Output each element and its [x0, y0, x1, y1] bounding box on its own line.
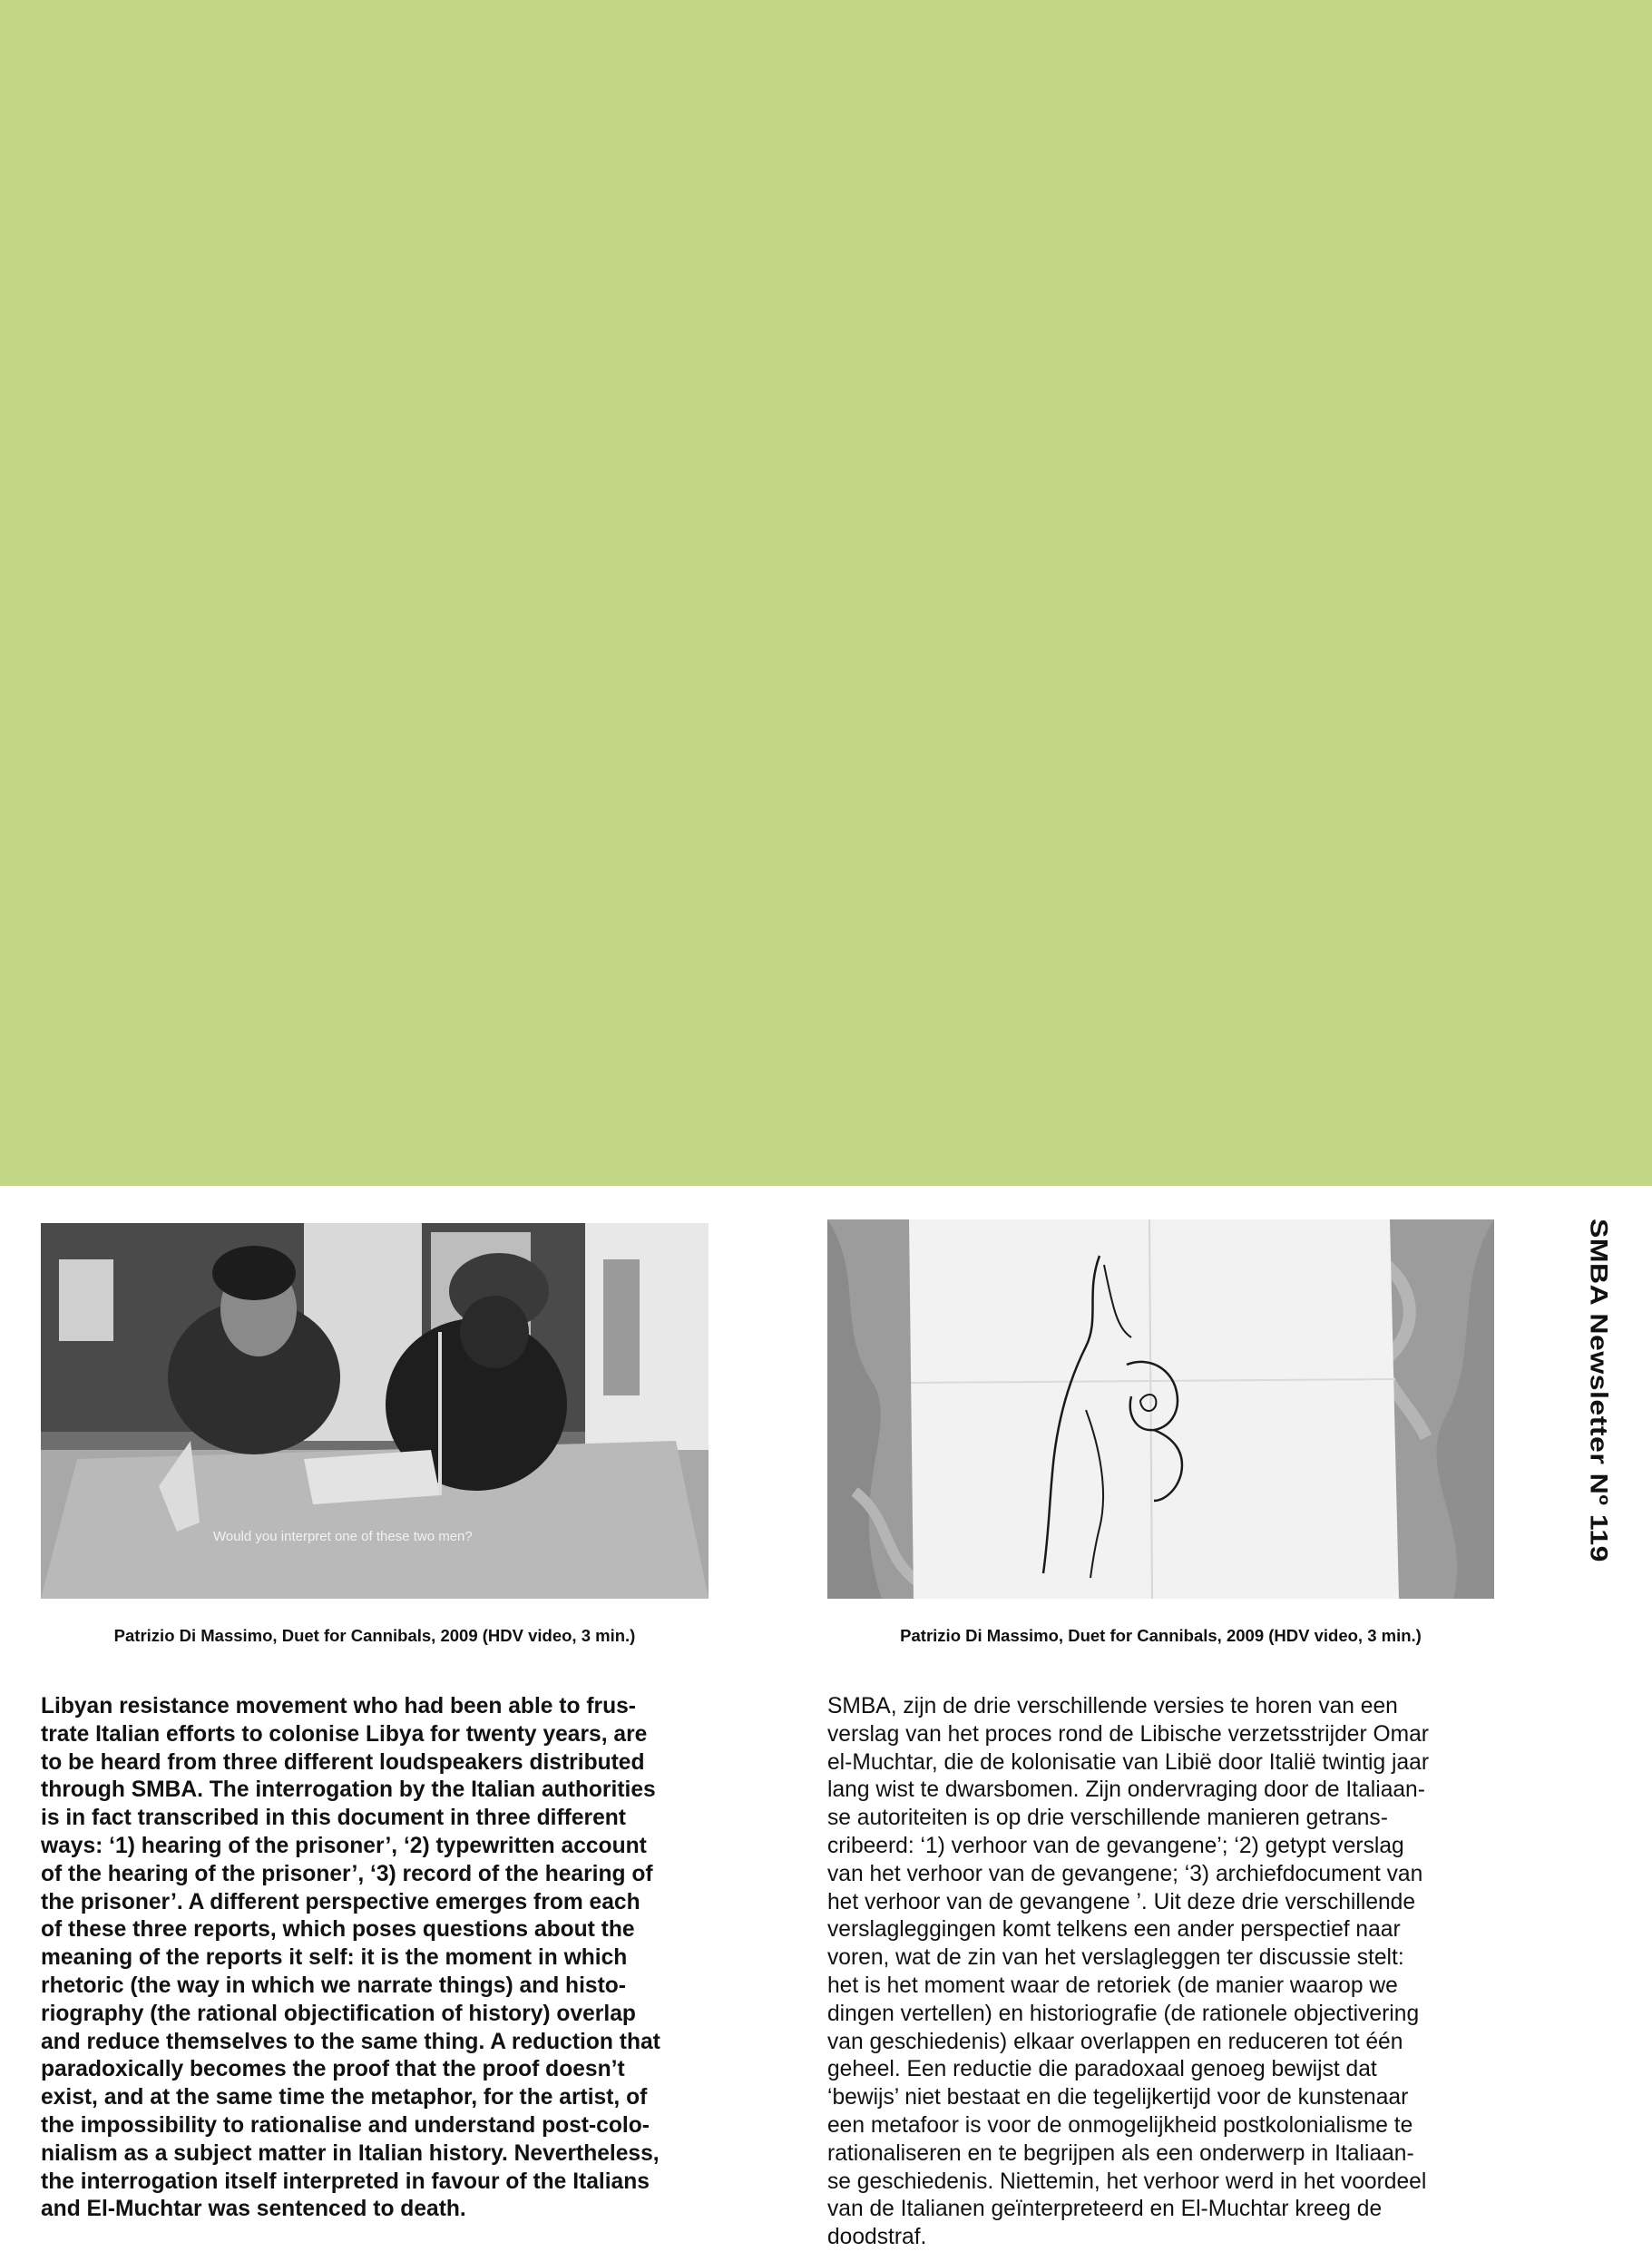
text-line: van de Italianen geïnterpreteerd en El-Muchtar kreeg de [827, 2197, 1383, 2222]
text-line: riography (the rational objectification of history) overlap [41, 2001, 636, 2026]
text-line: el-Muchtar, die de kolonisatie van Libië door Italië twintig jaar [827, 1749, 1430, 1775]
video-still-photo [41, 1223, 709, 1599]
newsletter-title-text: SMBA Newsletter Nº 119 [1585, 1219, 1613, 1562]
text-line: het is het moment waar de retoriek (de manier waarop we [827, 1973, 1398, 1998]
text-line: the interrogation itself interpreted in favour of the Italians [41, 2169, 650, 2194]
text-line: verslagleggingen komt telkens een ander perspectief naar [827, 1917, 1401, 1943]
newsletter-title [1583, 1219, 1614, 1563]
text-line: meaning of the reports it self: it is the moment in which [41, 1945, 628, 1971]
text-line: the prisoner’. A different perspective emerges from each [41, 1889, 640, 1914]
text-line: rhetoric (the way in which we narrate things) and histo- [41, 1973, 626, 1998]
line-drawing-image [827, 1219, 1494, 1599]
text-line: dingen vertellen) en historiografie (de rationele objectivering [827, 2001, 1420, 2026]
text-line: lang wist te dwarsbomen. Zijn ondervraging door de Italiaan- [827, 1777, 1425, 1803]
text-line: het verhoor van de gevangene ’. Uit deze drie verschillende [827, 1889, 1416, 1914]
text-line: se geschiedenis. Niettemin, het verhoor werd in het voordeel [827, 2169, 1427, 2194]
text-line: the impossibility to rationalise and understand post-colo- [41, 2112, 650, 2138]
text-line: een metafoor is voor de onmogelijkheid postkolonialisme te [827, 2112, 1413, 2138]
drawing-photo [827, 1219, 1494, 1599]
text-line: se autoriteiten is op drie verschillende manieren getrans- [827, 1806, 1388, 1831]
text-line: nialism as a subject matter in Italian history. Nevertheless, [41, 2140, 660, 2166]
text-line: of the hearing of the prisoner’, ‘3) record of the hearing of [41, 1861, 653, 1886]
text-line: voren, wat de zin van het verslagleggen ter discussie stelt: [827, 1945, 1404, 1971]
text-line: exist, and at the same time the metaphor, for the artist, of [41, 2085, 648, 2110]
text-line: Libyan resistance movement who had been able to frus- [41, 1694, 636, 1718]
text-line: SMBA, zijn de drie verschillende versies te horen van een [827, 1694, 1398, 1718]
text-line: ways: ‘1) hearing of the prisoner’, ‘2) typewritten account [41, 1833, 647, 1858]
figure-caption-right: Patrizio Di Massimo, Duet for Cannibals, 2009 (HDV video, 3 min.) [900, 1626, 1422, 1645]
text-line: trate Italian efforts to colonise Libya for twenty years, are [41, 1721, 648, 1747]
text-line: and El-Muchtar was sentenced to death. [41, 2197, 466, 2222]
video-subtitle: Would you interpret one of these two men? [213, 1529, 473, 1544]
text-line: van het verhoor van de gevangene; ‘3) archiefdocument van [827, 1861, 1423, 1886]
text-line: of these three reports, which poses questions about the [41, 1917, 635, 1943]
text-line: verslag van het proces rond de Libische verzetsstrijder Omar [827, 1721, 1429, 1747]
text-line: rationaliseren en te begrijpen als een onderwerp in Italiaan- [827, 2140, 1414, 2166]
text-line: doodstraf. [827, 2225, 927, 2250]
text-line: is in fact transcribed in this document in three different [41, 1806, 626, 1831]
figure-caption-left: Patrizio Di Massimo, Duet for Cannibals, 2009 (HDV video, 3 min.) [113, 1626, 636, 1645]
text-line: ‘bewijs’ niet bestaat en die tegelijkertijd voor de kunstenaar [827, 2085, 1409, 2110]
text-line: to be heard from three different loudspeakers distributed [41, 1749, 645, 1775]
text-line: cribeerd: ‘1) verhoor van de gevangene’; ‘2) getypt verslag [827, 1833, 1404, 1858]
text-line: through SMBA. The interrogation by the Italian authorities [41, 1777, 656, 1803]
english-text-column [41, 1693, 712, 2224]
text-line: paradoxically becomes the proof that the proof doesn’t [41, 2057, 625, 2082]
text-line: van geschiedenis) elkaar overlappen en reduceren tot één [827, 2029, 1403, 2054]
text-line: geheel. Een reductie die paradoxaal genoeg bewijst dat [827, 2057, 1377, 2082]
cafe-scene-image [41, 1223, 709, 1599]
dutch-text-column [827, 1693, 1499, 2252]
text-line: and reduce themselves to the same thing. A reduction that [41, 2029, 660, 2054]
